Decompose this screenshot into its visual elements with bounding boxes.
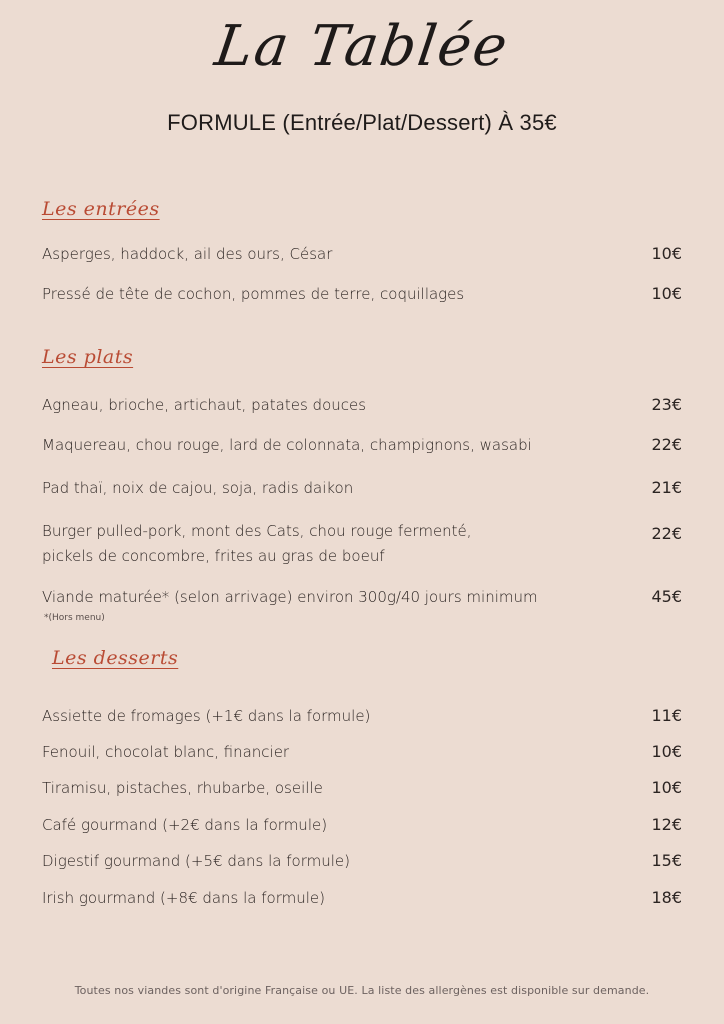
menu-item-dessert-3: Tiramisu, pistaches, rhubarbe, oseille xyxy=(42,779,323,797)
menu-price-plat-3: 21€ xyxy=(651,478,682,497)
menu-price-dessert-2: 10€ xyxy=(651,742,682,761)
menu-item-plat-4-line2: pickels de concombre, frites au gras de boeuf xyxy=(42,547,385,565)
formule-offer: FORMULE (Entrée/Plat/Dessert) À 35€ xyxy=(167,110,557,135)
menu-price-plat-2: 22€ xyxy=(651,435,682,454)
hors-menu-note: *(Hors menu) xyxy=(44,613,105,623)
menu-price-entree-1: 10€ xyxy=(651,244,682,263)
section-title-plats: Les plats xyxy=(42,346,134,368)
menu-price-plat-4: 22€ xyxy=(651,524,682,543)
section-title-entrees: Les entrées xyxy=(42,198,160,220)
allergen-footer: Toutes nos viandes sont d'origine Française ou UE. La liste des allergènes est disponible sur demande. xyxy=(74,984,650,997)
menu-item-dessert-4: Café gourmand (+2€ dans la formule) xyxy=(42,816,328,834)
menu-price-plat-1: 23€ xyxy=(651,395,682,414)
menu-price-dessert-6: 18€ xyxy=(651,888,682,907)
menu-item-plat-4-line1: Burger pulled-pork, mont des Cats, chou rouge fermenté, xyxy=(42,522,472,540)
menu-price-entree-2: 10€ xyxy=(651,284,682,303)
menu-item-dessert-5: Digestif gourmand (+5€ dans la formule) xyxy=(42,852,350,870)
menu-item-dessert-2: Fenouil, chocolat blanc, financier xyxy=(42,743,290,761)
menu-item-entree-1: Asperges, haddock, ail des ours, César xyxy=(42,245,333,263)
menu-price-dessert-3: 10€ xyxy=(651,778,682,797)
menu-price-dessert-1: 11€ xyxy=(651,706,682,725)
menu-item-plat-2: Maquereau, chou rouge, lard de colonnata, champignons, wasabi xyxy=(42,436,532,454)
menu-item-plat-1: Agneau, brioche, artichaut, patates douces xyxy=(42,396,367,414)
menu-price-plat-5: 45€ xyxy=(651,587,682,606)
menu-item-dessert-6: Irish gourmand (+8€ dans la formule) xyxy=(42,889,325,907)
restaurant-name: La Tablée xyxy=(211,14,513,79)
menu-item-dessert-1: Assiette de fromages (+1€ dans la formule) xyxy=(42,707,371,725)
menu-item-entree-2: Pressé de tête de cochon, pommes de terre, coquillages xyxy=(42,285,465,303)
menu-item-plat-5: Viande maturée* (selon arrivage) environ 300g/40 jours minimum xyxy=(42,588,538,606)
section-title-desserts: Les desserts xyxy=(52,647,179,669)
menu-item-plat-3: Pad thaï, noix de cajou, soja, radis daikon xyxy=(42,479,354,497)
menu-price-dessert-4: 12€ xyxy=(651,815,682,834)
menu-price-dessert-5: 15€ xyxy=(651,851,682,870)
